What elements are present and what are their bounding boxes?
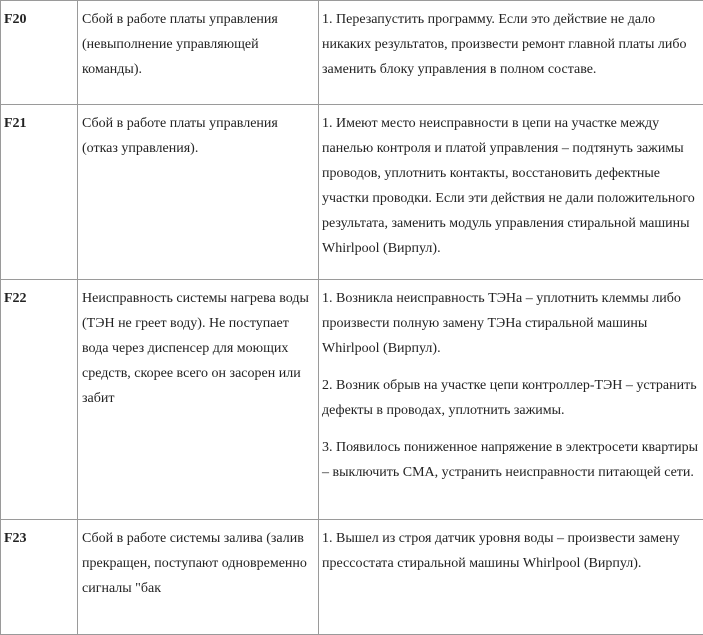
table-row [1,520,703,635]
error-fix [319,520,703,635]
error-cause: Сбой в работе платы управления (невыполнение управляющей команды). [78,1,319,105]
error-code: F21 [1,105,78,280]
table-row [1,1,703,105]
fix-step: 3. Появилось пониженное напряжение в электросети квартиры – выключить СМА, устранить неисправности питающей сети. [322,435,701,485]
table-row [1,105,703,280]
fix-step: 1. Вышел из строя датчик уровня воды – произвести замену прессостата стиральной машины Whirlpool (Вирпул). [322,526,701,576]
fix-step: 1. Перезапустить программу. Если это действие не дало никаких результатов, произвести ремонт главной платы либо заменить блоку управления в полном составе. [322,7,701,82]
error-code: F20 [1,1,78,105]
error-code: F22 [1,280,78,520]
fix-step: 1. Имеют место неисправности в цепи на участке между панелью контроля и платой управления – подтянуть зажимы проводов, уплотнить контакты, восстановить дефектные участки проводки. Если эти действия не дали положительного результата, заменить модуль управления стиральной машины Whirlpool (Вирпул). [322,111,701,261]
error-cause: Неисправность системы нагрева воды (ТЭН не греет воду). Не поступает вода через диспенсер для моющих средств, скорее всего он засорен или забит [78,280,319,520]
fix-step: 1. Возникла неисправность ТЭНа – уплотнить клеммы либо произвести полную замену ТЭНа стиральной машины Whirlpool (Вирпул). [322,286,701,361]
error-code: F23 [1,520,78,635]
error-fix [319,105,703,280]
table-row [1,280,703,520]
error-cause: Сбой в работе системы залива (залив прекращен, поступают одновременно сигналы "бак [78,520,319,635]
error-cause: Сбой в работе платы управления (отказ управления). [78,105,319,280]
error-fix [319,280,703,520]
error-fix [319,1,703,105]
fix-step: 2. Возник обрыв на участке цепи контроллер-ТЭН – устранить дефекты в проводах, уплотнить зажимы. [322,373,701,423]
